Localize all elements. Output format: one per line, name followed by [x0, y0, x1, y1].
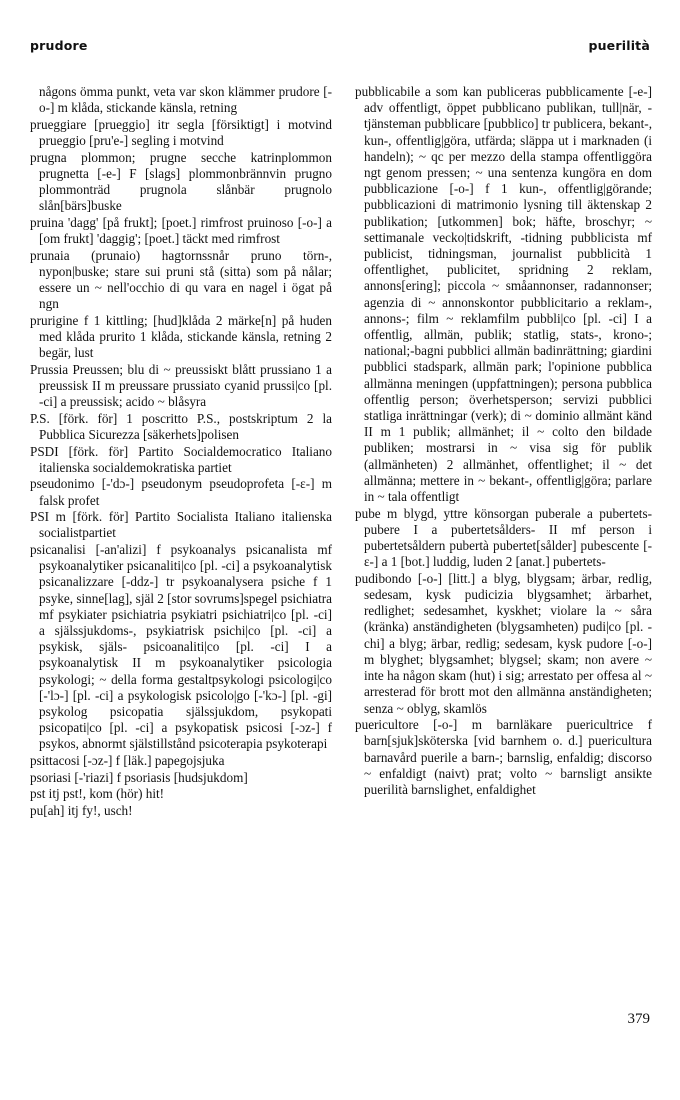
left-column — [30, 84, 332, 819]
entry: pubblicabile a som kan publiceras pubblicamente [-e-] adv offentligt, öppet pubblicano publikan, tull|när, -tjänsteman pubblicare [pubblico] tr publicera, bekant-, kun-, offentlig|göra, utfärda; släppa ut i marknaden (i handeln); ~ qc per mezzo della stampa offentliggöra ngt genom pressen; ~ una sentenza kungöra en dom pubblicazione [-o-] f 1 kun-, offentlig|görande; pubblicazioni di matrimonio lysning till äktenskap 2 publikation; [utkommen] bok; häfte, broschyr; ~ settimanale vecko|tidskrift, -tidning pubblicista mf publicist, tidningsman, journalist pubblicità 1 offentlighet, publicitet, spridning 2 reklam, annons[ering]; piccola ~ småannonser, radannonser; agenzia di ~ annonskontor pubblicitario a reklam-, annons-; film ~ reklamfilm pubbli|co [pl. -ci] I a offentlig, allmän, publik; statlig, stats-, krono-; national;-bagni pubblici allmän badinrättning; giardini pubblici stadspark, allmän park; l'opinione pubblica allmänna meningen (uppfattningen); persona pubblica offentlig person; överhetsperson; servizi pubblici statliga inrättningar (verk); di ~ dominio allmänt känd II m 1 publik; allmänhet; il ~ colto den bildade publiken; mostrarsi in ~ visa sig för publik (allmänheten) 2 allmänhet, offentlighet; il ~ det allmänna; mettere in ~ bekant-, offentlig|göra; parlare in ~ tala offentligt — [355, 84, 652, 505]
running-head-right: puerilità — [588, 38, 650, 53]
running-head-left: prudore — [30, 38, 88, 53]
entry: prunaia (prunaio) hagtornssnår pruno törn-, nypon|buske; stare sui pruni stå (sitta) som på nålar; essere un ~ nell'occhio di qu vara en nagel i ögat på ngn — [30, 247, 332, 312]
entry: pruina 'dagg' [på frukt]; [poet.] rimfrost pruinoso [-o-] a [om frukt] 'daggig'; [poet.] täckt med rimfrost — [30, 214, 332, 246]
right-column — [355, 84, 652, 799]
entry: pu[ah] itj fy!, usch! — [30, 802, 133, 818]
entry: pudibondo [-o-] [litt.] a blyg, blygsam; ärbar, redlig, sedesam, kysk pudicizia blygsamhet; ärbarhet, redlighet; sedesamhet, kyskhet; violare la ~ såra (kränka) anständigheten (blygsamheten) pudi|co [pl. -chi] a blyg; ärbar, redlig; sedesam, kysk pudore [-o-] m blyghet; blygsamhet; blygsel; skam; non avere ~ inte ha någon skam (hut) i sig; arrestato per offesa al ~ arresterad för brott mot den allmänna anständigheten; senza ~ oblyg, skamlös — [355, 570, 652, 716]
entry: Prussia Preussen; blu di ~ preussiskt blått prussiano 1 a preussisk II m preussare prussiato cyanid prussi|co [pl. -ci] a preussisk; acido ~ blåsyra — [30, 361, 332, 410]
entry: PSI m [förk. för] Partito Socialista Italiano italienska socialistpartiet — [30, 509, 332, 541]
page-number: 379 — [627, 1011, 650, 1027]
entry: psittacosi [-ɔz-] f [läk.] papegojsjuka — [30, 753, 225, 769]
entry: psoriasi [-'riazi] f psoriasis [hudsjukdom] — [30, 769, 248, 785]
entry: pseudonimo [-'dɔ-] pseudonym pseudoprofeta [-ɛ-] m falsk profet — [30, 476, 332, 508]
entry: pube m blygd, yttre könsorgan puberale a pubertets- pubere I a pubertetsålders- II mf person i pubertetsåldern pubertà pubertet[sålder] pubescente [-ɛ-] a 1 [bot.] luddig, luden 2 [anat.] pubertets- — [355, 505, 652, 570]
entry: P.S. [förk. för] 1 poscritto P.S., postskriptum 2 la Pubblica Sicurezza [säkerhets]polisen — [30, 410, 332, 442]
entry: någons ömma punkt, veta var skon klämmer prudore [-o-] m klåda, stickande känsla, retning — [39, 84, 332, 116]
entry: psicanalisi [-an'alizi] f psykoanalys psicanalista mf psykoanalytiker psicanaliti|co [pl. -ci] a psykoanalytisk psicanalizzare [-ddz-] tr psykoanalysera psiche f 1 psyke, sinne[lag], själ 2 [stor sovrums]spegel psichiatra mf psykiater psichiatria psykiatri psichiatri|co [pl. -ci] a själssjukdoms-, psykiatrisk psichi|co [pl. -ci] a psykisk, själs- psicoanaliti|co [pl. -ci] I a psykoanalytisk II m psykoanalytiker psicologia psykologi; ~ della forma gestaltpsykologi psicologi|co [-'lɔ-] [pl. -ci] a psykologisk psicolo|go [-'kɔ-] [pl. -gi] psykolog psicopatia själssjukdom, psykopati psicopati|co [pl. -ci] a psykopatisk psicosi [-ɔz-] f psykos, abnormt själstillstånd psicoterapia psykoterapi — [30, 541, 332, 752]
entry: prugna plommon; prugne secche katrinplommon prugnetta [-e-] F [slags] plommonbrännvin prugno plommonträd prugnola slånbär prugnolo slån[bärs]buske — [30, 149, 332, 214]
entry: prueggiare [prueggio] itr segla [försiktigt] i motvind prueggio [pru'e-] segling i motvind — [30, 116, 332, 148]
entry: PSDI [förk. för] Partito Socialdemocratico Italiano italienska socialdemokratiska partiet — [30, 443, 332, 475]
entry: prurigine f 1 kittling; [hud]klåda 2 märke[n] på huden med klåda prurito 1 klåda, stickande känsla, retning 2 begär, lust — [30, 312, 332, 361]
entry: pst itj pst!, kom (hör) hit! — [30, 786, 165, 802]
entry: puericultore [-o-] m barnläkare puericultrice f barn[sjuk]sköterska [vid barnhem o. d.] puericultura barnavård puerile a barn-; barnslig, enfaldig; discorso ~ enfaldigt (naivt) prat; volto ~ barnsligt ansikte puerilità barnslighet, enfaldighet — [355, 717, 652, 797]
